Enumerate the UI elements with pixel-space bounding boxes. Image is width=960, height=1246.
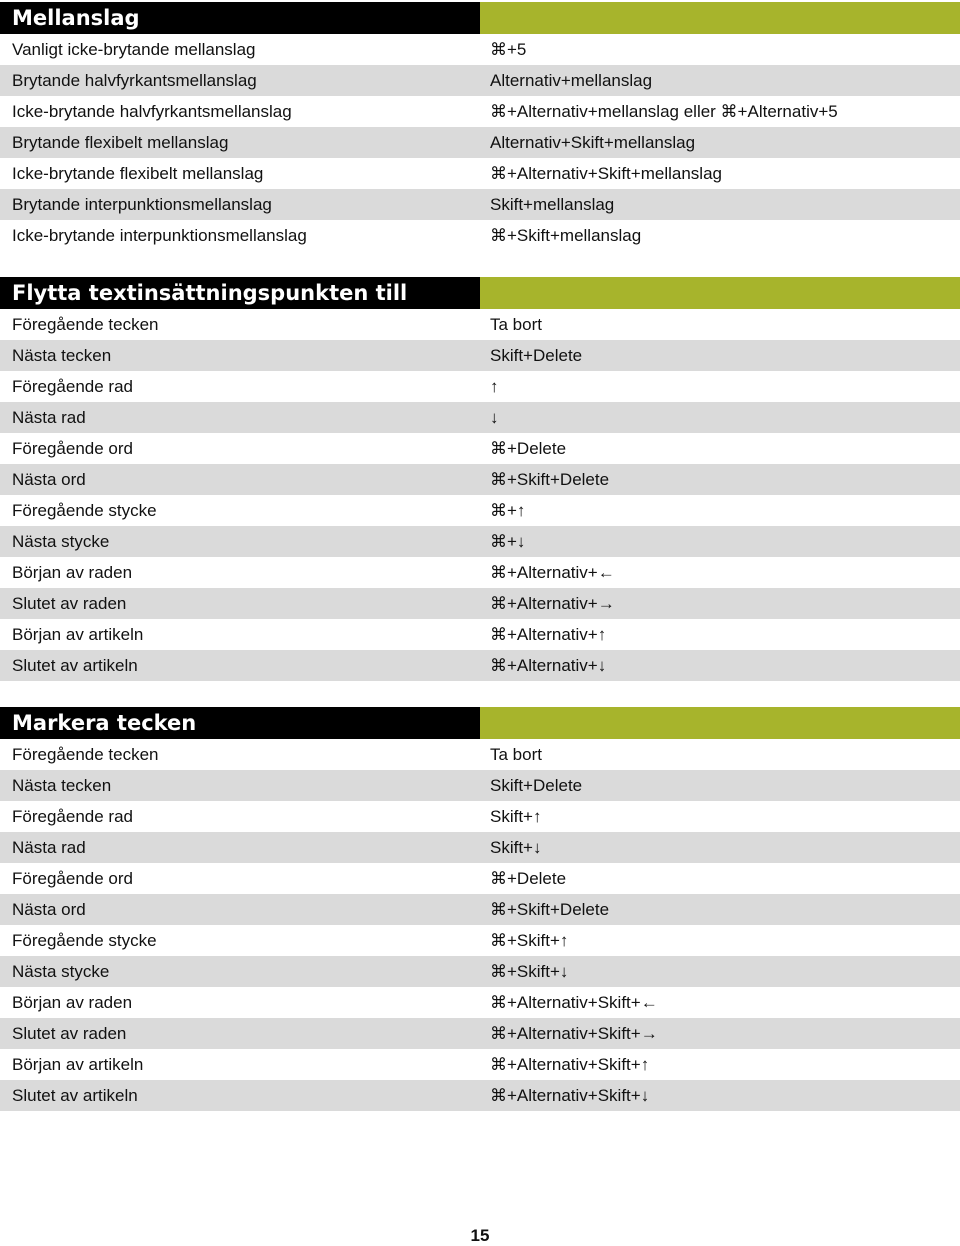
table-row (0, 34, 960, 65)
table-row (0, 1049, 960, 1080)
table-row (0, 770, 960, 801)
keyboard-shortcut: ⌘+5 (490, 39, 527, 59)
keyboard-shortcut: ⌘+↑ (490, 500, 526, 520)
keyboard-shortcut: ⌘+Alternativ+Skift+→ (490, 1023, 658, 1043)
section-title: Flytta textinsättningspunkten till (0, 277, 480, 309)
table-row (0, 96, 960, 127)
table-row (0, 495, 960, 526)
keyboard-shortcut: ⌘+Alternativ+→ (490, 593, 615, 613)
table-row (0, 801, 960, 832)
action-label: Nästa rad (12, 407, 86, 427)
action-label: Slutet av artikeln (12, 1085, 138, 1105)
action-label: Vanligt icke-brytande mellanslag (12, 39, 256, 59)
action-label: Föregående stycke (12, 500, 157, 520)
action-label: Slutet av artikeln (12, 655, 138, 675)
action-label: Nästa ord (12, 469, 86, 489)
section-markera-tecken (0, 707, 960, 1111)
section-accent-bar (480, 277, 960, 309)
keyboard-shortcut: ⌘+Alternativ+Skift+↓ (490, 1085, 650, 1105)
keyboard-shortcut: ⌘+Alternativ+← (490, 562, 615, 582)
table-row (0, 863, 960, 894)
table-row (0, 464, 960, 495)
action-label: Slutet av raden (12, 593, 127, 613)
keyboard-shortcut: ⌘+Alternativ+Skift+mellanslag (490, 163, 722, 183)
section-accent-bar (480, 2, 960, 34)
keyboard-shortcut: Alternativ+Skift+mellanslag (490, 132, 696, 152)
action-label: Föregående rad (12, 376, 133, 396)
table-row (0, 1080, 960, 1111)
section-header (0, 277, 960, 309)
table-row (0, 127, 960, 158)
keyboard-shortcut: ⌘+Alternativ+Skift+← (490, 992, 658, 1012)
action-label: Brytande interpunktionsmellanslag (12, 194, 272, 214)
section-header (0, 707, 960, 739)
table-row (0, 987, 960, 1018)
action-label: Icke-brytande interpunktionsmellanslag (12, 225, 307, 245)
action-label: Icke-brytande flexibelt mellanslag (12, 163, 264, 183)
page-number: 15 (470, 1226, 490, 1245)
keyboard-shortcut: ⌘+↓ (490, 531, 526, 551)
keyboard-shortcut: Skift+Delete (490, 775, 583, 795)
keyboard-shortcut: Alternativ+mellanslag (490, 70, 653, 90)
section-mellanslag (0, 2, 960, 251)
keyboard-shortcut: Ta bort (490, 744, 542, 764)
table-row (0, 832, 960, 863)
action-label: Nästa stycke (12, 531, 110, 551)
table-row (0, 925, 960, 956)
action-label: Slutet av raden (12, 1023, 127, 1043)
keyboard-shortcut: ⌘+Delete (490, 438, 567, 458)
action-label: Början av artikeln (12, 624, 144, 644)
table-row (0, 956, 960, 987)
keyboard-shortcut: ⌘+Skift+Delete (490, 899, 610, 919)
keyboard-shortcut: Skift+Delete (490, 345, 583, 365)
action-label: Början av raden (12, 992, 133, 1012)
table-row (0, 739, 960, 770)
keyboard-shortcut: Skift+mellanslag (490, 194, 615, 214)
action-label: Början av artikeln (12, 1054, 144, 1074)
keyboard-shortcut: Skift+↑ (490, 806, 542, 826)
table-row (0, 894, 960, 925)
section-accent-bar (480, 707, 960, 739)
action-label: Nästa stycke (12, 961, 110, 981)
section-title: Mellanslag (0, 2, 480, 34)
keyboard-shortcut: ⌘+Alternativ+mellanslag eller ⌘+Alternativ+5 (490, 101, 838, 121)
keyboard-shortcut: ⌘+Alternativ+↓ (490, 655, 607, 675)
action-label: Brytande halvfyrkantsmellanslag (12, 70, 257, 90)
action-label: Nästa tecken (12, 775, 112, 795)
action-label: Föregående rad (12, 806, 133, 826)
keyboard-shortcut: Skift+↓ (490, 837, 542, 857)
action-label: Föregående ord (12, 438, 133, 458)
table-row (0, 309, 960, 340)
action-label: Början av raden (12, 562, 133, 582)
table-row (0, 619, 960, 650)
table-row (0, 189, 960, 220)
section-title: Markera tecken (0, 707, 480, 739)
action-label: Nästa tecken (12, 345, 112, 365)
action-label: Nästa rad (12, 837, 86, 857)
table-row (0, 402, 960, 433)
keyboard-shortcut: ⌘+Delete (490, 868, 567, 888)
action-label: Föregående tecken (12, 744, 159, 764)
keyboard-shortcut: ⌘+Skift+Delete (490, 469, 610, 489)
keyboard-shortcut: ⌘+Skift+↓ (490, 961, 569, 981)
keyboard-shortcut: ⌘+Skift+mellanslag (490, 225, 642, 245)
shortcut-table (0, 34, 960, 251)
table-row (0, 158, 960, 189)
keyboard-shortcut: ⌘+Alternativ+↑ (490, 624, 607, 644)
table-row (0, 220, 960, 251)
action-label: Föregående tecken (12, 314, 159, 334)
section-flytta-textinsattningspunkten (0, 277, 960, 681)
keyboard-shortcut: ↑ (490, 376, 499, 396)
section-header (0, 2, 960, 34)
table-row (0, 1018, 960, 1049)
action-label: Föregående stycke (12, 930, 157, 950)
action-label: Brytande flexibelt mellanslag (12, 132, 229, 152)
keyboard-shortcut: ↓ (490, 407, 499, 427)
action-label: Icke-brytande halvfyrkantsmellanslag (12, 101, 292, 121)
action-label: Föregående ord (12, 868, 133, 888)
table-row (0, 557, 960, 588)
shortcut-table (0, 309, 960, 681)
table-row (0, 650, 960, 681)
table-row (0, 340, 960, 371)
table-row (0, 433, 960, 464)
action-label: Nästa ord (12, 899, 86, 919)
keyboard-shortcut: ⌘+Skift+↑ (490, 930, 569, 950)
table-row (0, 588, 960, 619)
keyboard-shortcut: ⌘+Alternativ+Skift+↑ (490, 1054, 650, 1074)
table-row (0, 65, 960, 96)
shortcut-table (0, 739, 960, 1111)
table-row (0, 526, 960, 557)
table-row (0, 371, 960, 402)
keyboard-shortcut: Ta bort (490, 314, 542, 334)
